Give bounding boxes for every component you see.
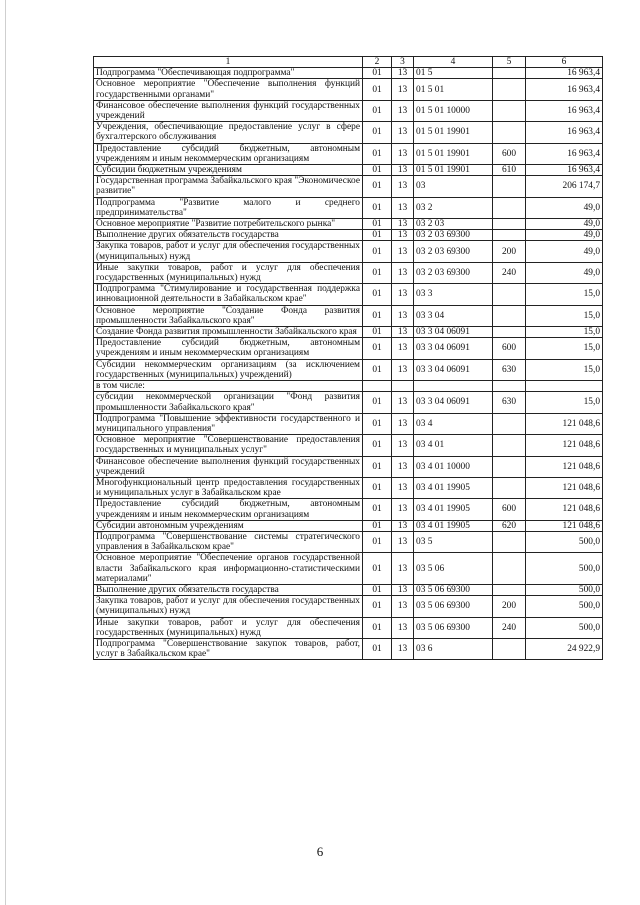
row-amount: 15,0 [526, 392, 603, 413]
row-amount: 15,0 [526, 327, 603, 338]
row-expense-type [493, 68, 526, 79]
row-name: Субсидии бюджетным учреждениям [94, 165, 363, 176]
row-section-code: 01 [363, 553, 392, 585]
header-col-2: 2 [363, 57, 392, 68]
row-amount: 15,0 [526, 284, 603, 305]
row-subsection-code: 13 [392, 165, 414, 176]
row-subsection-code: 13 [392, 79, 414, 100]
row-section-code: 01 [363, 638, 392, 659]
row-name: Финансовое обеспечение выполнения функций государственных учреждений [94, 456, 363, 477]
row-expense-type: 200 [493, 596, 526, 617]
row-name: Государственная программа Забайкальского края "Экономическое развитие" [94, 176, 363, 197]
row-expense-type [493, 305, 526, 326]
row-target-code: 03 5 06 69300 [414, 596, 493, 617]
table-row [94, 100, 603, 121]
row-name: Подпрограмма "Повышение эффективности государственного и муниципального управления" [94, 413, 363, 434]
row-target-code: 03 4 01 19905 [414, 477, 493, 498]
row-subsection-code: 13 [392, 241, 414, 262]
table-row [94, 359, 603, 380]
row-target-code: 03 5 06 69300 [414, 584, 493, 595]
row-expense-type: 620 [493, 520, 526, 531]
row-target-code: 03 3 04 06091 [414, 359, 493, 380]
row-expense-type [493, 284, 526, 305]
row-target-code: 03 4 01 19905 [414, 499, 493, 520]
row-name: Основное мероприятие "Создание Фонда развития промышленности Забайкальского края" [94, 305, 363, 326]
row-expense-type [493, 100, 526, 121]
row-expense-type: 610 [493, 165, 526, 176]
row-amount: 500,0 [526, 584, 603, 595]
row-section-code: 01 [363, 617, 392, 638]
row-expense-type [493, 327, 526, 338]
row-target-code: 01 5 01 19901 [414, 143, 493, 164]
row-expense-type [493, 381, 526, 392]
row-expense-type [493, 584, 526, 595]
table-row [94, 165, 603, 176]
row-amount: 49,0 [526, 197, 603, 218]
row-expense-type: 600 [493, 338, 526, 359]
row-section-code: 01 [363, 68, 392, 79]
row-amount: 16 963,4 [526, 122, 603, 143]
table-row [94, 305, 603, 326]
table-row [94, 392, 603, 413]
table-header-row [94, 57, 603, 68]
row-amount: 121 048,6 [526, 456, 603, 477]
row-section-code: 01 [363, 176, 392, 197]
table-row [94, 68, 603, 79]
row-section-code: 01 [363, 338, 392, 359]
row-section-code: 01 [363, 219, 392, 230]
row-section-code: 01 [363, 230, 392, 241]
row-section-code: 01 [363, 165, 392, 176]
row-name: Подпрограмма "Обеспечивающая подпрограмма" [94, 68, 363, 79]
table-row [94, 197, 603, 218]
row-section-code: 01 [363, 122, 392, 143]
row-section-code: 01 [363, 143, 392, 164]
table-row [94, 262, 603, 283]
row-amount: 500,0 [526, 596, 603, 617]
row-name: Иные закупки товаров, работ и услуг для обеспечения государственных (муниципальных) нужд [94, 262, 363, 283]
row-amount: 15,0 [526, 359, 603, 380]
row-amount: 49,0 [526, 219, 603, 230]
row-subsection-code: 13 [392, 143, 414, 164]
table-row [94, 456, 603, 477]
row-target-code: 01 5 01 10000 [414, 100, 493, 121]
table-row [94, 338, 603, 359]
header-col-5: 5 [493, 57, 526, 68]
row-expense-type [493, 638, 526, 659]
row-amount [526, 381, 603, 392]
row-name: Основное мероприятие "Совершенствование предоставления государственных и муниципальных услуг" [94, 435, 363, 456]
row-target-code: 03 4 01 [414, 435, 493, 456]
row-expense-type [493, 197, 526, 218]
row-target-code: 03 6 [414, 638, 493, 659]
row-target-code: 03 3 [414, 284, 493, 305]
row-amount: 15,0 [526, 305, 603, 326]
row-target-code: 01 5 [414, 68, 493, 79]
row-amount: 121 048,6 [526, 499, 603, 520]
row-name: Подпрограмма "Совершенствование системы стратегического управления в Забайкальском крае" [94, 531, 363, 552]
row-target-code: 03 2 03 69300 [414, 262, 493, 283]
row-target-code: 03 4 [414, 413, 493, 434]
table-row [94, 230, 603, 241]
row-expense-type: 240 [493, 262, 526, 283]
row-expense-type [493, 230, 526, 241]
row-amount: 49,0 [526, 230, 603, 241]
row-subsection-code: 13 [392, 305, 414, 326]
row-subsection-code: 13 [392, 392, 414, 413]
row-section-code: 01 [363, 392, 392, 413]
row-section-code: 01 [363, 499, 392, 520]
row-target-code: 03 4 01 19905 [414, 520, 493, 531]
row-section-code: 01 [363, 435, 392, 456]
row-name: Выполнение других обязательств государства [94, 584, 363, 595]
row-expense-type [493, 176, 526, 197]
row-amount: 49,0 [526, 262, 603, 283]
table-row [94, 122, 603, 143]
row-name: Предоставление субсидий бюджетным, автономным учреждениям и иным некоммерческим организациям [94, 338, 363, 359]
row-amount: 16 963,4 [526, 68, 603, 79]
row-target-code: 03 3 04 06091 [414, 338, 493, 359]
table-row [94, 596, 603, 617]
row-expense-type: 630 [493, 392, 526, 413]
row-section-code: 01 [363, 241, 392, 262]
row-target-code: 01 5 01 19901 [414, 122, 493, 143]
row-amount: 16 963,4 [526, 165, 603, 176]
row-subsection-code: 13 [392, 638, 414, 659]
row-amount: 500,0 [526, 617, 603, 638]
row-name: Основное мероприятие "Обеспечение выполнения функций государственными органами" [94, 79, 363, 100]
row-expense-type [493, 219, 526, 230]
row-name: Подпрограмма "Развитие малого и среднего предпринимательства" [94, 197, 363, 218]
row-section-code: 01 [363, 197, 392, 218]
table-row [94, 241, 603, 262]
table-row [94, 381, 603, 392]
row-section-code: 01 [363, 327, 392, 338]
budget-table [93, 56, 603, 660]
table-row [94, 327, 603, 338]
row-amount: 15,0 [526, 338, 603, 359]
row-expense-type: 200 [493, 241, 526, 262]
row-subsection-code: 13 [392, 553, 414, 585]
row-expense-type: 630 [493, 359, 526, 380]
row-amount: 121 048,6 [526, 435, 603, 456]
row-amount: 121 048,6 [526, 520, 603, 531]
row-name: Субсидии некоммерческим организациям (за исключением государственных (муниципальных) учреждений) [94, 359, 363, 380]
row-expense-type: 600 [493, 499, 526, 520]
row-target-code: 03 3 04 06091 [414, 327, 493, 338]
header-col-4: 4 [414, 57, 493, 68]
header-col-1: 1 [94, 57, 363, 68]
row-subsection-code: 13 [392, 100, 414, 121]
row-name: Подпрограмма "Стимулирование и государственная поддержка инновационной деятельности в Забайкальском крае" [94, 284, 363, 305]
row-section-code: 01 [363, 284, 392, 305]
row-expense-type [493, 477, 526, 498]
row-subsection-code: 13 [392, 617, 414, 638]
row-section-code: 01 [363, 520, 392, 531]
row-subsection-code: 13 [392, 176, 414, 197]
row-amount: 16 963,4 [526, 79, 603, 100]
row-name: Многофункциональный центр предоставления государственных и муниципальных услуг в Забайкальском крае [94, 477, 363, 498]
row-amount: 16 963,4 [526, 143, 603, 164]
row-amount: 16 963,4 [526, 100, 603, 121]
row-subsection-code: 13 [392, 338, 414, 359]
row-subsection-code: 13 [392, 531, 414, 552]
row-name: Учреждения, обеспечивающие предоставление услуг в сфере бухгалтерского обслуживания [94, 122, 363, 143]
row-section-code: 01 [363, 596, 392, 617]
table-row [94, 477, 603, 498]
row-target-code: 03 [414, 176, 493, 197]
row-target-code: 03 5 06 [414, 553, 493, 585]
row-target-code: 01 5 01 [414, 79, 493, 100]
row-subsection-code: 13 [392, 413, 414, 434]
row-section-code [363, 381, 392, 392]
row-expense-type [493, 553, 526, 585]
row-subsection-code: 13 [392, 584, 414, 595]
table-row [94, 584, 603, 595]
row-expense-type [493, 435, 526, 456]
table-row [94, 499, 603, 520]
row-section-code: 01 [363, 477, 392, 498]
row-expense-type [493, 413, 526, 434]
row-subsection-code: 13 [392, 122, 414, 143]
row-subsection-code: 13 [392, 327, 414, 338]
table-row [94, 520, 603, 531]
row-name: субсидии некоммерческой организации "Фонд развития промышленности Забайкальского края" [94, 392, 363, 413]
row-name: Основное мероприятие "Развитие потребительского рынка" [94, 219, 363, 230]
table-row [94, 284, 603, 305]
row-section-code: 01 [363, 305, 392, 326]
row-amount: 49,0 [526, 241, 603, 262]
table-row [94, 413, 603, 434]
row-expense-type [493, 456, 526, 477]
row-name: Основное мероприятие "Обеспечение органов государственной власти Забайкальского края информационно-статистическими материалами" [94, 553, 363, 585]
row-target-code: 03 2 03 69300 [414, 230, 493, 241]
row-amount: 121 048,6 [526, 477, 603, 498]
row-expense-type [493, 531, 526, 552]
table-row [94, 435, 603, 456]
row-expense-type: 240 [493, 617, 526, 638]
row-name: Закупка товаров, работ и услуг для обеспечения государственных (муниципальных) нужд [94, 596, 363, 617]
row-name: Иные закупки товаров, работ и услуг для обеспечения государственных (муниципальных) нужд [94, 617, 363, 638]
scan-edge-line [5, 0, 6, 905]
row-subsection-code: 13 [392, 68, 414, 79]
row-subsection-code: 13 [392, 197, 414, 218]
row-subsection-code: 13 [392, 230, 414, 241]
row-name: Субсидии автономным учреждениям [94, 520, 363, 531]
row-section-code: 01 [363, 531, 392, 552]
table-row [94, 638, 603, 659]
row-subsection-code: 13 [392, 284, 414, 305]
row-amount: 206 174,7 [526, 176, 603, 197]
row-name: Финансовое обеспечение выполнения функций государственных учреждений [94, 100, 363, 121]
row-section-code: 01 [363, 100, 392, 121]
row-expense-type [493, 122, 526, 143]
row-name: Подпрограмма "Совершенствование закупок товаров, работ, услуг в Забайкальском крае" [94, 638, 363, 659]
row-subsection-code: 13 [392, 596, 414, 617]
row-target-code: 03 2 03 69300 [414, 241, 493, 262]
row-subsection-code: 13 [392, 219, 414, 230]
row-subsection-code: 13 [392, 499, 414, 520]
row-section-code: 01 [363, 359, 392, 380]
row-name: Закупка товаров, работ и услуг для обеспечения государственных (муниципальных) нужд [94, 241, 363, 262]
row-target-code: 01 5 01 19901 [414, 165, 493, 176]
row-name: Создание Фонда развития промышленности Забайкальского края [94, 327, 363, 338]
table-row [94, 176, 603, 197]
row-section-code: 01 [363, 79, 392, 100]
table-row [94, 219, 603, 230]
header-col-3: 3 [392, 57, 414, 68]
row-target-code: 03 5 06 69300 [414, 617, 493, 638]
row-subsection-code: 13 [392, 520, 414, 531]
row-name: Выполнение других обязательств государства [94, 230, 363, 241]
row-target-code: 03 5 [414, 531, 493, 552]
header-col-6: 6 [526, 57, 603, 68]
row-subsection-code: 13 [392, 477, 414, 498]
row-name: Предоставление субсидий бюджетным, автономным учреждениям и иным некоммерческим организациям [94, 143, 363, 164]
row-target-code: 03 2 [414, 197, 493, 218]
row-amount: 500,0 [526, 531, 603, 552]
row-subsection-code: 13 [392, 262, 414, 283]
row-name: Предоставление субсидий бюджетным, автономным учреждениям и иным некоммерческим организациям [94, 499, 363, 520]
row-target-code: 03 3 04 [414, 305, 493, 326]
row-subsection-code: 13 [392, 359, 414, 380]
table-row [94, 143, 603, 164]
table-row [94, 531, 603, 552]
row-target-code: 03 4 01 10000 [414, 456, 493, 477]
row-target-code: 03 3 04 06091 [414, 392, 493, 413]
row-target-code: 03 2 03 [414, 219, 493, 230]
row-target-code [414, 381, 493, 392]
row-section-code: 01 [363, 413, 392, 434]
row-section-code: 01 [363, 456, 392, 477]
table-row [94, 79, 603, 100]
row-expense-type [493, 79, 526, 100]
table-row [94, 553, 603, 585]
row-amount: 121 048,6 [526, 413, 603, 434]
row-amount: 24 922,9 [526, 638, 603, 659]
row-amount: 500,0 [526, 553, 603, 585]
row-section-code: 01 [363, 584, 392, 595]
row-subsection-code: 13 [392, 456, 414, 477]
table-row [94, 617, 603, 638]
row-section-code: 01 [363, 262, 392, 283]
row-name: в том числе: [94, 381, 363, 392]
row-subsection-code [392, 381, 414, 392]
page-number: 6 [316, 844, 324, 859]
row-subsection-code: 13 [392, 435, 414, 456]
row-expense-type: 600 [493, 143, 526, 164]
